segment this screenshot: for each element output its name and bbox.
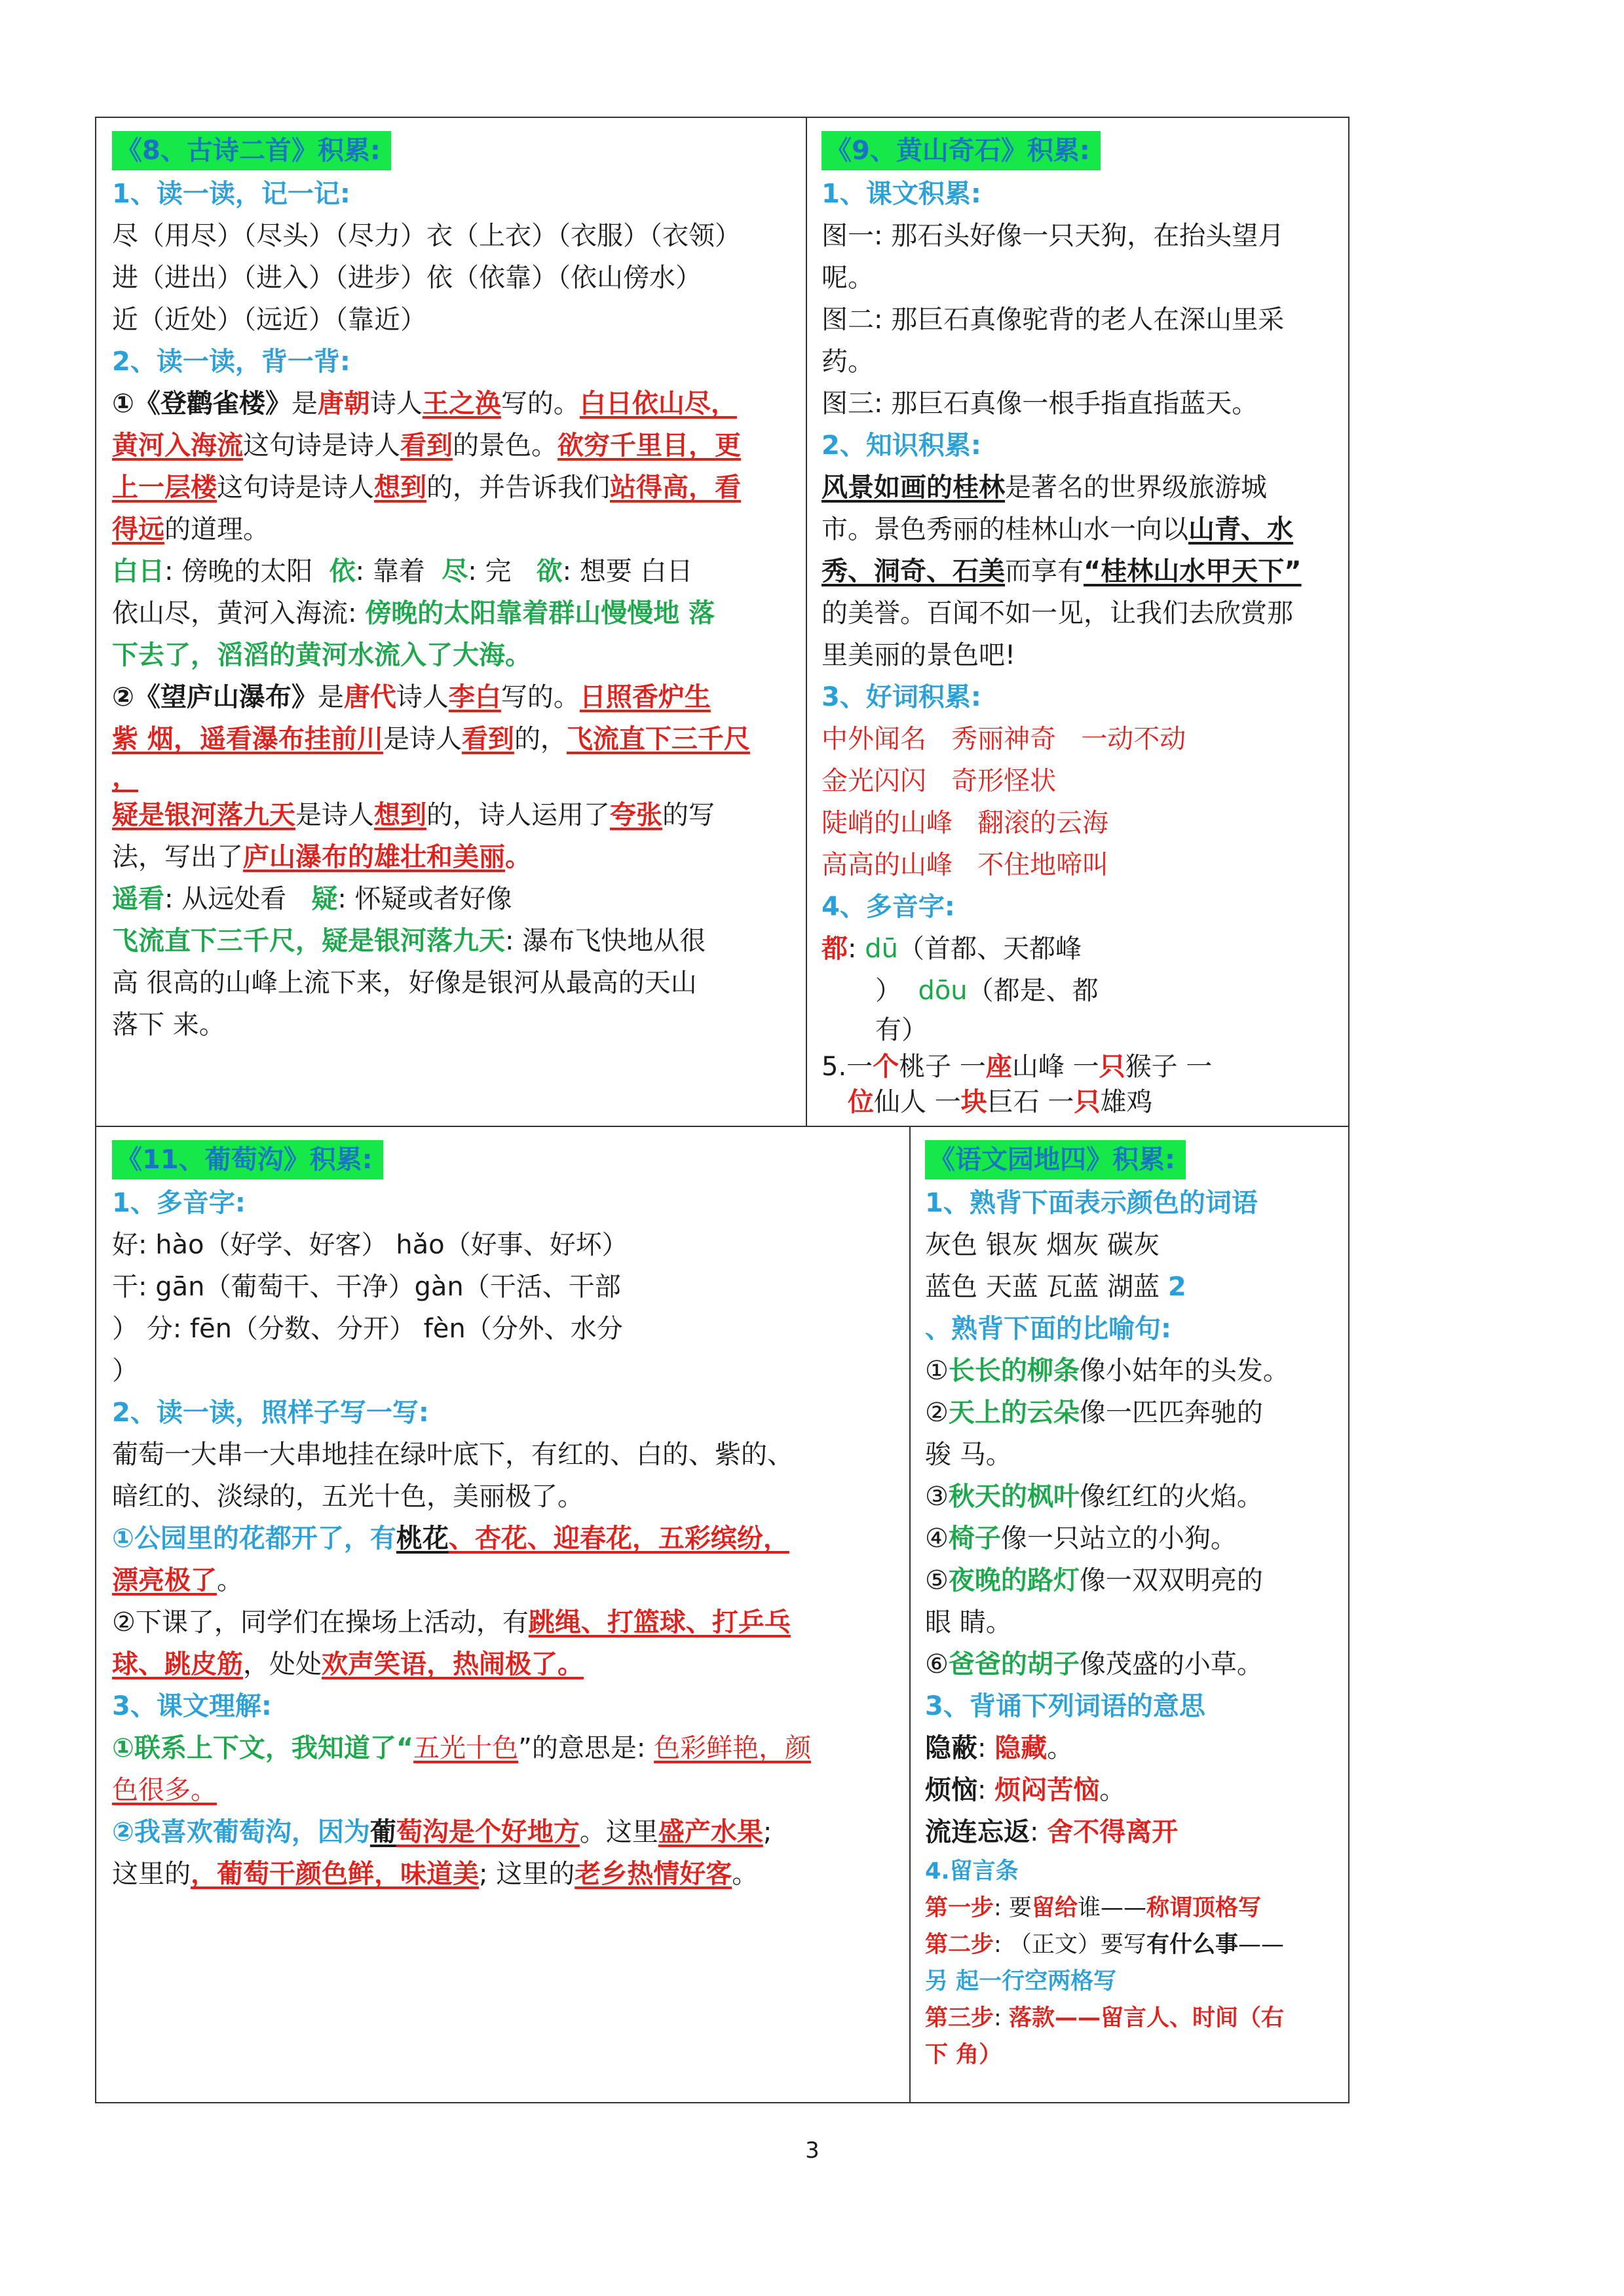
text: 。: [1099, 1775, 1126, 1805]
text: 5.一: [821, 1052, 873, 1082]
gloss-1-line2: [112, 592, 796, 634]
text: : 瀑布飞快地从很: [505, 926, 706, 956]
example-2-line2: [112, 1643, 899, 1685]
text: 像一双双明亮的: [1079, 1565, 1263, 1596]
keyword: 落款——留言人、时间（右: [1008, 2005, 1284, 2031]
text-line: 图一: 那石头好像一只天狗，在抬头望月: [821, 221, 1285, 251]
understanding-1: [112, 1727, 899, 1769]
poem-paragraph-2-line5: [112, 836, 796, 878]
word-meaning-2: [925, 1769, 1339, 1811]
section-title: 1、多音字:: [112, 1188, 246, 1218]
text: 像小姑年的头发。: [1079, 1356, 1289, 1386]
measure-word-line: [821, 1048, 1339, 1085]
keyword: 站得高，看: [610, 472, 741, 503]
meaning: 傍晚的太阳靠着群山慢慢地 落: [365, 598, 715, 628]
text: 仙人 一: [874, 1087, 961, 1117]
poem-paragraph-2: [112, 676, 796, 718]
keyword: 看到: [400, 430, 453, 461]
lesson-9-header: 《9、黄山奇石》积累:: [821, 131, 1101, 170]
measure-word: 只: [1074, 1087, 1101, 1117]
simile-6: [925, 1643, 1339, 1685]
section-title: 2、读一读，背一背:: [112, 347, 350, 377]
keyword: ，葡萄干颜色鲜，味道美: [191, 1859, 479, 1889]
lesson-11-header: 《11、葡萄沟》积累:: [112, 1140, 383, 1179]
poet: 李白: [448, 682, 501, 712]
section-title: 1、课文积累:: [821, 179, 981, 209]
measure-word: 只: [1099, 1052, 1125, 1082]
page-number: 3: [805, 2137, 820, 2164]
text: ”的意思是:: [518, 1733, 654, 1763]
knowledge-line: [821, 508, 1339, 550]
text: ——: [1237, 1932, 1284, 1958]
garden-header: 《语文园地四》积累:: [925, 1140, 1186, 1179]
cell-lesson-8: [96, 118, 805, 1125]
note-step-2-line2: 另 起一行空两格写: [925, 1968, 1117, 1995]
text: 写的。: [500, 682, 580, 712]
text: : 要: [994, 1895, 1032, 1921]
keyword: 秋天的枫叶: [948, 1482, 1080, 1512]
text: ⑤: [925, 1565, 949, 1596]
measure-word: 座: [985, 1052, 1012, 1082]
understanding-2: [112, 1811, 899, 1853]
number: 2: [1167, 1272, 1186, 1302]
verse: 上一层楼: [112, 472, 217, 503]
word-row: [821, 802, 1339, 844]
meaning: 隐藏: [994, 1733, 1048, 1763]
keyword: 看到: [461, 724, 514, 754]
keyword: 跳绳、打篮球、打乒乓: [528, 1607, 791, 1637]
text-line: 暗红的、淡绿的，五光十色，美丽极了。: [112, 1482, 584, 1512]
meaning: 烦闷苦恼: [994, 1775, 1100, 1805]
step-label: 第一步: [925, 1895, 994, 1921]
text: ②: [925, 1398, 949, 1428]
gloss-2-line2: [112, 920, 796, 962]
gloss-2-line3: 高 很高的山峰上流下来，好像是银河从最高的天山: [112, 968, 697, 998]
keyword: 有什么事: [1146, 1932, 1238, 1958]
text: 。这里: [579, 1817, 658, 1847]
text: 的道理。: [164, 514, 269, 545]
word: 中外闻名: [821, 724, 926, 754]
step-label: 第三步: [925, 2005, 994, 2031]
word-meaning-1: [925, 1727, 1339, 1769]
text: ②我喜欢葡萄沟，因为: [112, 1817, 370, 1847]
term: 疑: [311, 884, 338, 914]
keyword: 爸爸的胡子: [948, 1649, 1080, 1679]
knowledge-line: 的美誉。百闻不如一见，让我们去欣赏那: [821, 598, 1293, 628]
polyphone-line: [821, 1012, 1339, 1048]
word: 奇形怪状: [951, 766, 1057, 796]
comma: ，: [112, 762, 138, 792]
keyword: 漂亮极了: [112, 1565, 217, 1596]
section-title: 3、背诵下列词语的意思: [925, 1691, 1205, 1721]
text: ④: [925, 1523, 949, 1554]
knowledge-line: [821, 550, 1339, 592]
verse: 日照香炉生: [579, 682, 711, 712]
section-title: 3、好词积累:: [821, 682, 981, 712]
cell-lesson-11: [96, 1127, 909, 2102]
step-label: 第二步: [925, 1932, 994, 1958]
keyword: 色很多。: [112, 1775, 217, 1805]
text-line: 葡萄一大串一大串地挂在绿叶底下，有红的、白的、紫的、: [112, 1440, 793, 1470]
poem-paragraph-2-line4: [112, 794, 796, 836]
color-words: [925, 1266, 1339, 1308]
text: : 怀疑或者好像: [337, 884, 512, 914]
keyword: 秀、洞奇、石美: [821, 556, 1005, 586]
poem-paragraph-1: [112, 383, 796, 425]
verse: 疑是银河落九天: [112, 800, 295, 830]
text-line: 药。: [821, 347, 874, 377]
measure-word: 块: [960, 1087, 987, 1117]
pinyin: dōu: [918, 976, 968, 1006]
text: ①公园里的花都开了，有: [112, 1523, 396, 1554]
text: : 靠着: [355, 556, 425, 586]
text: 。: [505, 842, 531, 872]
text: : 想要 白日: [562, 556, 693, 586]
text: 是著名的世界级旅游城: [1005, 472, 1267, 503]
text: 山峰 一: [1011, 1052, 1099, 1082]
keyword: 夜晚的路灯: [948, 1565, 1080, 1596]
term: 飞流直下三千尺，疑是银河落九天: [112, 926, 505, 956]
text: :: [977, 1775, 995, 1805]
understanding-2-line2: [112, 1853, 899, 1895]
simile-2-line2: 骏 马。: [925, 1440, 1012, 1470]
text: : 完: [468, 556, 512, 586]
text: 市。景色秀丽的桂林山水一向以: [821, 514, 1188, 545]
note-step-3: [925, 2000, 1339, 2037]
term: 烦恼: [925, 1775, 977, 1805]
example-2: [112, 1601, 899, 1643]
verse: 紫 烟，遥看瀑布挂前川: [112, 724, 383, 754]
text: 。: [217, 1565, 243, 1596]
simile-3: [925, 1476, 1339, 1518]
poem-paragraph-1-line3: [112, 467, 796, 508]
text: 的，: [514, 724, 567, 754]
keyword: 长长的柳条: [948, 1356, 1080, 1386]
text-line: 图三: 那巨石真像一根手指直指蓝天。: [821, 389, 1258, 419]
keyword: 风景如画的桂林: [821, 472, 1005, 503]
text: 蓝色 天蓝 瓦蓝 湖蓝: [925, 1272, 1168, 1302]
note-step-1: [925, 1890, 1339, 1926]
cell-chinese-garden-4: [911, 1127, 1348, 2102]
text: 猴子 一: [1125, 1052, 1213, 1082]
section-title: 4.留言条: [925, 1858, 1019, 1885]
text: : （正文）要写: [994, 1932, 1146, 1958]
poem-title: ①《登鹳雀楼》: [112, 389, 292, 419]
keyword: 老乡热情好客: [575, 1859, 732, 1889]
keyword: 想到: [374, 472, 426, 503]
poem-paragraph-1-line4: [112, 508, 796, 550]
keyword: 天上的云朵: [948, 1398, 1080, 1428]
verse: 飞流直下三千尺: [566, 724, 750, 754]
example-1: [112, 1518, 899, 1559]
section-title: 2、知识积累:: [821, 430, 981, 461]
keyword: 夸张: [610, 800, 662, 830]
text: 而享有: [1005, 556, 1084, 586]
section-title: 、熟背下面的比喻句:: [925, 1314, 1171, 1344]
understanding-1-line2: [112, 1769, 899, 1811]
text: 诗人: [396, 682, 449, 712]
word-row: [821, 844, 1339, 886]
keyword: 盛产水果: [658, 1817, 763, 1847]
text: 像一匹匹奔驰的: [1079, 1398, 1263, 1428]
word-meaning-3: [925, 1811, 1339, 1853]
text: 是: [317, 682, 344, 712]
poem-title: ②《望庐山瀑布》: [112, 682, 318, 712]
word: 金光闪闪: [821, 766, 926, 796]
keyword: 色彩鲜艳，颜: [654, 1733, 812, 1763]
example-1-line2: [112, 1559, 899, 1601]
polyphone-line: [821, 928, 1339, 970]
term: 流连忘返: [925, 1817, 1030, 1847]
gloss-2: [112, 878, 796, 920]
simile-4: [925, 1518, 1339, 1559]
text: ①: [925, 1356, 949, 1386]
text: 。: [732, 1859, 759, 1889]
text: （首都、天都峰: [897, 934, 1082, 964]
term: 尽: [442, 556, 468, 586]
measure-word-line: [821, 1085, 1339, 1119]
verse: 白日依山尽，: [579, 389, 737, 419]
meaning: 下去了，滔滔的黄河水流入了大海。: [112, 640, 531, 670]
meaning: 舍不得离开: [1047, 1817, 1179, 1847]
text: :: [1030, 1817, 1048, 1847]
text: ③: [925, 1482, 949, 1512]
cell-lesson-9: [807, 118, 1348, 1125]
term: 欲: [536, 556, 563, 586]
text: ; 这里的: [479, 1859, 575, 1889]
keyword: 欢声笑语，热闹极了。: [322, 1649, 584, 1679]
measure-word: 个: [873, 1052, 899, 1082]
keyword: “桂林山水甲天下”: [1084, 556, 1302, 586]
word: 陡峭的山峰: [821, 808, 953, 838]
color-words: 灰色 银灰 烟灰 碳灰: [925, 1230, 1160, 1260]
keyword: 想到: [374, 800, 426, 830]
note-step-3-line2: 下 角）: [925, 2042, 1002, 2068]
keyword: 称谓顶格写: [1146, 1895, 1261, 1921]
keyword: 桃花: [396, 1523, 449, 1554]
poem-paragraph-2-line3: [112, 760, 796, 794]
text: 雄鸡: [1100, 1087, 1153, 1117]
note-step-2: [925, 1926, 1339, 1963]
text: :: [977, 1733, 995, 1763]
text: 像红红的火焰。: [1079, 1482, 1263, 1512]
text: ）: [875, 976, 901, 1006]
text-line: ）: [112, 1356, 138, 1386]
section-title: 4、多音字:: [821, 892, 955, 922]
verse: 黄河入海流: [112, 430, 243, 461]
text: 写的。: [500, 389, 580, 419]
simile-5: [925, 1559, 1339, 1601]
simile-1: [925, 1350, 1339, 1392]
term: 白日: [112, 556, 164, 586]
dynasty: 唐朝: [317, 389, 370, 419]
text: 这句诗是诗人: [217, 472, 374, 503]
lesson-8-header: 《8、古诗二首》积累:: [112, 131, 391, 170]
text: 像一只站立的小狗。: [1000, 1523, 1237, 1554]
keyword: 山青、水: [1188, 514, 1293, 545]
keyword: 、杏花、迎春花，五彩缤纷，: [448, 1523, 789, 1554]
term: 依: [329, 556, 356, 586]
section-title: 1、熟背下面表示颜色的词语: [925, 1188, 1258, 1218]
word: 高高的山峰: [821, 850, 953, 880]
verse: 欲穷千里目，更: [557, 430, 741, 461]
dynasty: 唐代: [343, 682, 396, 712]
text: ⑥: [925, 1649, 949, 1679]
text: 巨石 一: [987, 1087, 1074, 1117]
text: 诗人: [369, 389, 423, 419]
text-line: 近（近处）（远近）（靠近）: [112, 305, 426, 335]
text: 这里的: [112, 1859, 191, 1889]
knowledge-line: [821, 467, 1339, 508]
text: 是: [291, 389, 318, 419]
text: 这句诗是诗人: [243, 430, 400, 461]
text: 是诗人: [295, 800, 374, 830]
text: 的，诗人运用了: [426, 800, 610, 830]
keyword: 庐山瀑布的雄壮和美丽: [243, 842, 505, 872]
text: 谁——: [1077, 1895, 1146, 1921]
gloss-1: [112, 550, 796, 592]
text-line: 尽（用尽）（尽头）（尽力）衣（上衣）（衣服）（衣领）: [112, 221, 741, 251]
text: : 傍晚的太阳: [164, 556, 313, 586]
word: 翻滚的云海: [977, 808, 1109, 838]
pinyin: dū: [865, 934, 898, 964]
text-line: 干: gān（葡萄干、干净）gàn（干活、干部: [112, 1272, 621, 1302]
knowledge-line: 里美丽的景色吧!: [821, 640, 1016, 670]
text-line: ） 分: fēn（分数、分开） fèn（分外、水分: [112, 1314, 623, 1344]
word: 不住地啼叫: [977, 850, 1109, 880]
keyword: 留给: [1031, 1895, 1078, 1921]
poet: 王之涣: [422, 389, 501, 419]
simile-5-line2: 眼 睛。: [925, 1607, 1012, 1637]
poem-paragraph-1-line2: [112, 425, 796, 467]
measure-word: 位: [848, 1087, 874, 1117]
text: ②下课了，同学们在操场上活动，有: [112, 1607, 529, 1637]
section-title: 3、课文理解:: [112, 1691, 272, 1721]
text: :: [994, 2005, 1009, 2031]
text-line: 进（进出）（进入）（进步）依（依靠）（依山傍水）: [112, 263, 702, 293]
poem-paragraph-2-line2: [112, 718, 796, 760]
term: 遥看: [112, 884, 164, 914]
char: 都: [821, 934, 848, 964]
keyword: 萄沟是个好地方: [396, 1817, 580, 1847]
keyword: 得远: [112, 514, 164, 545]
text: 的写: [662, 800, 715, 830]
term: 隐蔽: [925, 1733, 977, 1763]
text-line: 呢。: [821, 263, 874, 293]
text-line: 图二: 那巨石真像驼背的老人在深山里采: [821, 305, 1285, 335]
section-title: 2、读一读，照样子写一写:: [112, 1398, 429, 1428]
text: : 从远处看: [164, 884, 287, 914]
word: 一动不动: [1081, 724, 1186, 754]
simile-2: [925, 1392, 1339, 1434]
word-row: [821, 718, 1339, 760]
text: 法，写出了: [112, 842, 243, 872]
text: ;: [763, 1817, 772, 1847]
keyword: 球、跳皮筋: [112, 1649, 243, 1679]
section-title: 1、读一读，记一记:: [112, 179, 350, 209]
word: 秀丽神奇: [951, 724, 1057, 754]
gloss-2-line4: 落下 来。: [112, 1010, 225, 1040]
text: 桃子 一: [899, 1052, 986, 1082]
text: 。: [1047, 1733, 1074, 1763]
keyword: 椅子: [948, 1523, 1001, 1554]
gloss-1-line3: [112, 634, 796, 676]
keyword: 五光十色: [413, 1733, 519, 1763]
text: （都是、都: [967, 976, 1099, 1006]
text: :: [848, 934, 865, 964]
polyphone-line: [821, 970, 1339, 1012]
text: 依山尽，黄河入海流:: [112, 598, 366, 628]
text: 的，并告诉我们: [426, 472, 610, 503]
text: ，处处: [243, 1649, 322, 1679]
text-line: 好: hào（好学、好客） hǎo（好事、好坏）: [112, 1230, 628, 1260]
text: ①联系上下文，我知道了“: [112, 1733, 414, 1763]
text: 有）: [875, 1015, 928, 1045]
keyword: 葡: [369, 1817, 396, 1847]
text: 像茂盛的小草。: [1079, 1649, 1263, 1679]
text: 是诗人: [383, 724, 462, 754]
text: 的景色。: [453, 430, 557, 461]
word-row: [821, 760, 1339, 802]
